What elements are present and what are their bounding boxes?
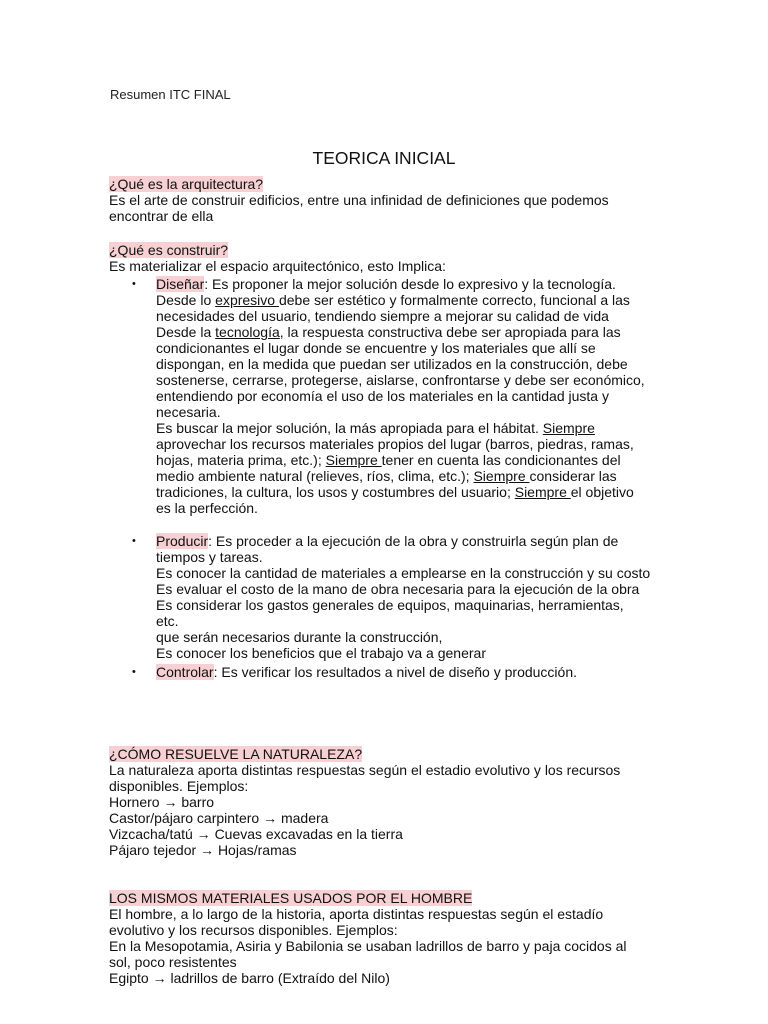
list-item-disenar: • Diseñar: Es proponer la mejor solución desde lo expresivo y la tecnología. Desde lo expresivo debe ser estético y formalmente correcto, funcional a las necesidades del usuario, tendiendo siempre a mejorar su calidad de vida Desde la tecnología, la respuesta constructiva debe ser apropiada para las condicionantes el lugar donde se encuentre y los materiales que allí se dispongan, en la medida que puedan ser utilizados en la construcción, debe sostenerse, cerrarse, protegerse, aislarse, confrontarse y debe ser económico, entendiendo por economía el uso de los materiales en la cantidad justa y necesaria. Es buscar la mejor solución, la más apropiada para el hábitat. Siempre aprovechar los recursos materiales propios del lugar (barros, piedras, ramas, hojas, materia prima, etc.); Siempre tener en cuenta las condicionantes del medio ambiente natural (relieves, ríos, clima, etc.); Siempre considerar las tradiciones, la cultura, los usos y costumbres del usuario; Siempre el objetivo es la perfección. bbox=[132, 276, 645, 516]
question-arquitectura-block bbox=[109, 176, 669, 224]
example-line: Egipto → ladrillos de barro (Extraído del Nilo) bbox=[109, 970, 390, 986]
answer-line: Es el arte de construir edificios, entre una infinidad de definiciones que podemos bbox=[109, 192, 609, 208]
example-line: Castor/pájaro carpintero → madera bbox=[109, 810, 329, 826]
section-heading: TEORICA INICIAL bbox=[312, 148, 456, 168]
question-construir-block bbox=[109, 242, 669, 274]
bullet-icon: • bbox=[132, 666, 136, 678]
term-producir: Producir bbox=[156, 533, 209, 549]
question-materiales: LOS MISMOS MATERIALES USADOS POR EL HOMBRE bbox=[109, 890, 473, 906]
example-line: Vizcacha/tatú → Cuevas excavadas en la tierra bbox=[109, 826, 403, 842]
answer-line: encontrar de ella bbox=[109, 208, 214, 224]
document-title: Resumen ITC FINAL bbox=[110, 87, 231, 102]
naturaleza-block: ¿CÓMO RESUELVE LA NATURALEZA? La naturaleza aporta distintas respuestas según el estadio evolutivo y los recursos disponibles. Ejemplos: Hornero → barro Castor/pájaro carpintero → madera Vizcacha/tatú → Cuevas excavadas en la tierra Pájaro tejedor → Hojas/ramas bbox=[109, 746, 669, 858]
term-controlar: Controlar bbox=[156, 664, 214, 680]
materiales-block: LOS MISMOS MATERIALES USADOS POR EL HOMBRE El hombre, a lo largo de la historia, aporta distintas respuestas según el estadío evolutivo y los recursos disponibles. Ejemplos: En la Mesopotamia, Asiria y Babilonia se usaban ladrillos de barro y paja cocidos al sol, poco resistentes Egipto → ladrillos de barro (Extraído del Nilo) bbox=[109, 890, 669, 986]
question-arquitectura: ¿Qué es la arquitectura? bbox=[109, 176, 264, 192]
bullet-icon: • bbox=[132, 278, 136, 290]
example-line: Pájaro tejedor → Hojas/ramas bbox=[109, 842, 297, 858]
question-naturaleza: ¿CÓMO RESUELVE LA NATURALEZA? bbox=[109, 746, 363, 762]
list-item-controlar: • Controlar: Es verificar los resultados a nivel de diseño y producción. bbox=[132, 664, 577, 680]
bullet-icon: • bbox=[132, 535, 136, 547]
list-item-producir: • Producir: Es proceder a la ejecución de la obra y construirla según plan de tiempos y tareas. Es conocer la cantidad de materiales a emplearse en la construcción y su costo Es evaluar el costo de la mano de obra necesaria para la ejecución de la obra Es considerar los gastos generales de equipos, maquinarias, herramientas, etc. que serán necesarios durante la construcción, Es conocer los beneficios que el trabajo va a generar bbox=[132, 533, 651, 661]
term-disenar: Diseñar bbox=[156, 276, 205, 292]
example-line: Hornero → barro bbox=[109, 794, 215, 810]
construir-intro: Es materializar el espacio arquitectónico, esto Implica: bbox=[109, 258, 446, 274]
question-construir: ¿Qué es construir? bbox=[109, 242, 229, 258]
